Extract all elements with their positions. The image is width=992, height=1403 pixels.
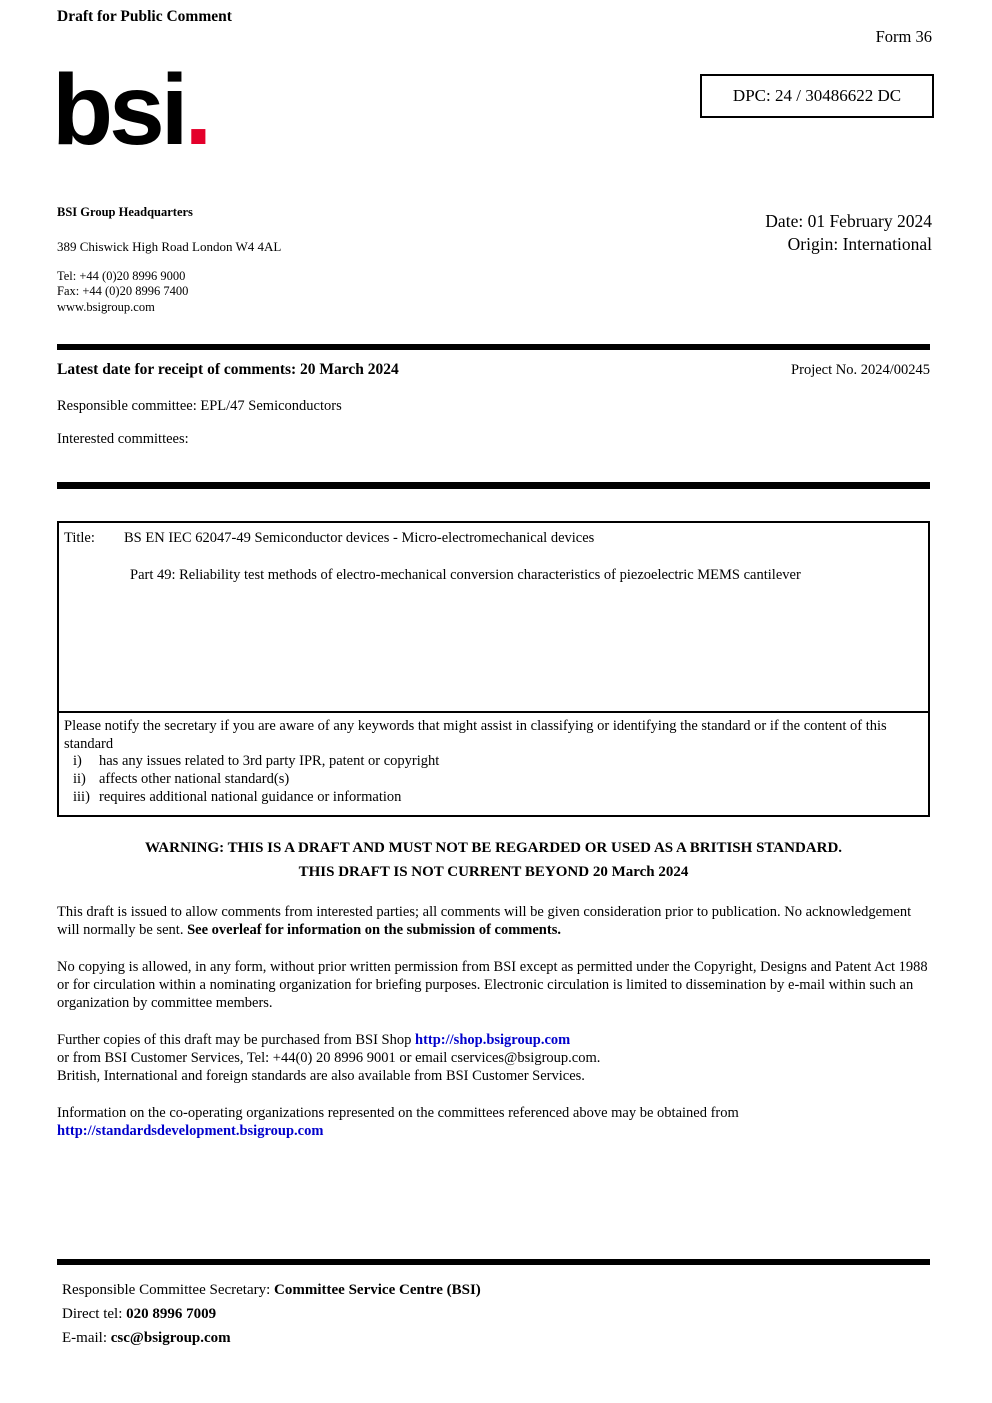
copyright-paragraph: No copying is allowed, in any form, without prior written permission from BSI except as permitted under the Copyright, Designs and Patent Act 1988 or for circulation within a nominating organization for briefing purposes. Electronic circulation is limited to dissemination by e-mail within such an organization by committee members.: [57, 959, 928, 1011]
document-body: [57, 344, 930, 1350]
latest-date-for-comments: Latest date for receipt of comments: 20 March 2024: [57, 361, 399, 378]
project-number: Project No. 2024/00245: [791, 362, 930, 378]
form-number-label: Form 36: [875, 27, 932, 46]
draft-warning-line2: THIS DRAFT IS NOT CURRENT BEYOND 20 March 2024: [298, 863, 689, 880]
secretary-value: Committee Service Centre (BSI): [274, 1281, 481, 1298]
bsi-address-line: 389 Chiswick High Road London W4 4AL: [57, 239, 282, 254]
document-header: [0, 0, 992, 344]
divider-bar-bottom: [57, 1259, 930, 1265]
title-label: Title:: [64, 530, 95, 546]
purchase-info-line1: [57, 1032, 930, 1050]
secretary-label: Responsible Committee Secretary:: [62, 1281, 275, 1298]
purchase-info-line3: British, International and foreign standards are also available from BSI Customer Services.: [57, 1067, 585, 1084]
keywords-item-number: ii): [73, 771, 86, 788]
email-value: csc@bsigroup.com: [110, 1329, 231, 1346]
purchase-info-prefix: Further copies of this draft may be purchased from BSI Shop: [57, 1032, 415, 1049]
comments-deadline-row: [57, 361, 930, 379]
divider-bar-middle: [57, 482, 930, 489]
title-row: [64, 530, 923, 547]
bsi-headquarters-label: BSI Group Headquarters: [57, 205, 193, 219]
title-section: [59, 523, 928, 711]
responsible-committee-line: Responsible committee: EPL/47 Semiconductors: [57, 398, 342, 414]
standard-title-line1: BS EN IEC 62047-49 Semiconductor devices - Micro-electromechanical devices: [124, 530, 595, 546]
keywords-item-text: affects other national standard(s): [99, 771, 290, 788]
dpc-number-box: [700, 74, 934, 118]
keywords-item-text: requires additional national guidance or information: [99, 788, 402, 805]
bsi-website-line: www.bsigroup.com: [57, 300, 155, 314]
secretary-line: [62, 1278, 930, 1302]
comments-policy-text: This draft is issued to allow comments from interested parties; all comments will be given consideration prior to publication. No acknowledgement will normally be sent.: [57, 903, 912, 938]
bsi-logo: [52, 54, 209, 166]
email-line: [62, 1326, 930, 1350]
interested-committees-line: Interested committees:: [57, 431, 189, 447]
direct-tel-line: [62, 1302, 930, 1326]
cooperating-orgs-text: Information on the co-operating organizations represented on the committees referenced above may be obtained from: [57, 1105, 739, 1122]
cooperating-orgs-paragraph: [57, 1105, 930, 1140]
date-origin-block: [765, 210, 932, 256]
keywords-item-text: has any issues related to 3rd party IPR, patent or copyright: [99, 753, 440, 770]
bsi-tel-line: Tel: +44 (0)20 8996 9000: [57, 269, 186, 283]
keywords-item-number: i): [73, 753, 82, 770]
origin-label: Origin: International: [787, 233, 932, 254]
keywords-notice-section: [59, 711, 928, 815]
see-overleaf-note: See overleaf for information on the submission of comments.: [187, 921, 561, 938]
direct-tel-value: 020 8996 7009: [126, 1305, 217, 1322]
secretary-footer: [62, 1278, 930, 1350]
divider-bar-top: [57, 344, 930, 350]
title-and-keywords-box: [57, 521, 930, 817]
draft-warning-line1: WARNING: THIS IS A DRAFT AND MUST NOT BE REGARDED OR USED AS A BRITISH STANDARD.: [144, 840, 843, 857]
keywords-notice-intro: Please notify the secretary if you are aware of any keywords that might assist in classifying or identifying the standard or if the content of this standard: [64, 718, 887, 752]
purchase-info-line2: or from BSI Customer Services, Tel: +44(0) 20 8996 9001 or email cservices@bsigroup.com.: [57, 1050, 601, 1067]
direct-tel-label: Direct tel:: [62, 1305, 127, 1322]
keywords-item: [73, 771, 923, 789]
keywords-item-number: iii): [73, 788, 90, 805]
comments-policy-paragraph: [57, 904, 930, 939]
dpc-number-value: DPC: 24 / 30486622 DC: [732, 86, 902, 105]
standard-title-line2: Part 49: Reliability test methods of electro-mechanical conversion characteristics of piezoelectric MEMS cantilever: [130, 567, 801, 583]
date-label: Date: 01 February 2024: [765, 211, 932, 231]
draft-warning-notice: [57, 837, 930, 884]
draft-for-public-comment-label: Draft for Public Comment: [57, 8, 232, 25]
keywords-item: [73, 789, 923, 807]
email-label: E-mail:: [62, 1329, 111, 1346]
bsi-logo-text: bsi: [52, 54, 185, 166]
purchase-info-paragraph: [57, 1032, 930, 1085]
bsi-shop-link[interactable]: http://shop.bsigroup.com: [415, 1032, 571, 1049]
keywords-item: [73, 753, 923, 771]
standards-development-link[interactable]: http://standardsdevelopment.bsigroup.com: [57, 1123, 324, 1140]
bsi-fax-line: Fax: +44 (0)20 8996 7400: [57, 284, 189, 298]
bsi-logo-dot: .: [184, 54, 209, 166]
